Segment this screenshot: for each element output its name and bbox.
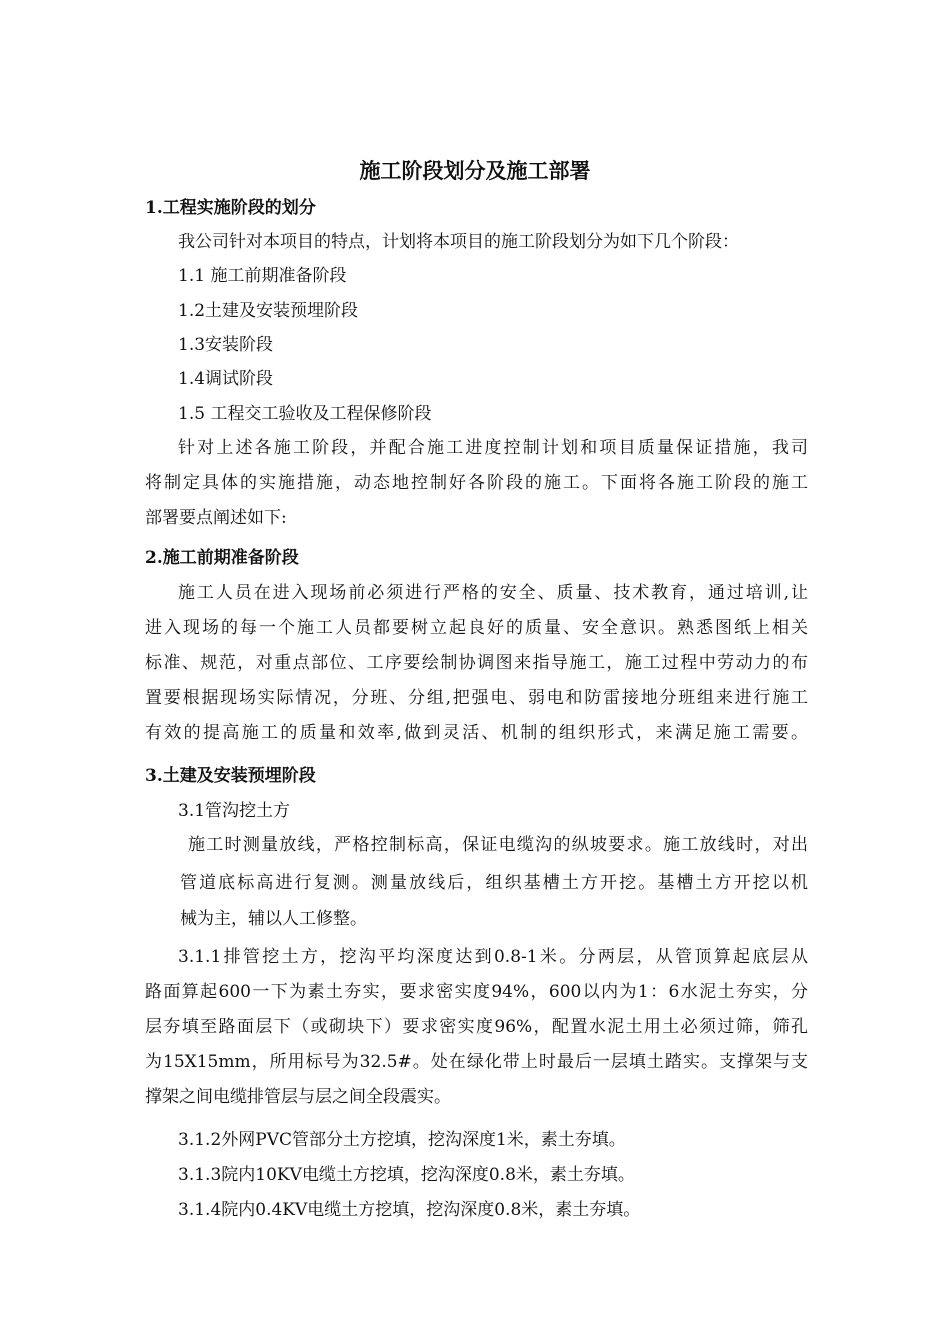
paragraph-line: 施工人员在进入现场前必须进行严格的安全、质量、技术教育，通过培训,让	[178, 583, 808, 603]
paragraph-line: 针对上述各施工阶段，并配合施工进度控制计划和项目质量保证措施，我司	[178, 438, 808, 458]
paragraph-line: 进入现场的每一个施工人员都要树立起良好的质量、安全意识。熟悉图纸上相关	[145, 618, 808, 638]
paragraph-line: 路面算起600一下为素土夯实，要求密实度94%，600以内为1：6水泥土夯实，分	[145, 982, 808, 1002]
paragraph-line: 层夯填至路面层下（或砌块下）要求密实度96%，配置水泥土用土必须过筛，筛孔	[145, 1017, 808, 1037]
paragraph-line: 部署要点阐述如下:	[145, 508, 287, 528]
paragraph-line: 为15X15mm，所用标号为32.5#。处在绿化带上时最后一层填土踏实。支撑架与支	[145, 1052, 808, 1072]
paragraph-line: 标准、规范，对重点部位、工序要绘制协调图来指导施工，施工过程中劳动力的布	[145, 653, 808, 673]
stage-item: 1.1 施工前期准备阶段	[178, 266, 347, 286]
subsection-heading: 3.1管沟挖土方	[178, 801, 291, 821]
section-2-heading: 2.施工前期准备阶段	[145, 548, 299, 568]
paragraph-line: 3.1.1排管挖土方，挖沟平均深度达到0.8-1米。分两层，从管顶算起底层从	[178, 947, 808, 967]
paragraph-line: 将制定具体的实施措施，动态地控制好各阶段的施工。下面将各施工阶段的施工	[145, 473, 808, 493]
list-item: 3.1.4院内0.4KV电缆土方挖填，挖沟深度0.8米，素土夯填。	[178, 1200, 641, 1220]
stage-item: 1.2土建及安装预埋阶段	[178, 301, 359, 321]
list-item: 3.1.2外网PVC管部分土方挖填，挖沟深度1米，素土夯填。	[178, 1130, 626, 1150]
section-1-heading: 1.工程实施阶段的划分	[145, 198, 316, 218]
paragraph-line: 撑架之间电缆排管层与层之间全段震实。	[145, 1087, 451, 1107]
page-title: 施工阶段划分及施工部署	[359, 158, 591, 183]
paragraph-line: 管道底标高进行复测。测量放线后，组织基槽土方开挖。基槽土方开挖以机	[180, 873, 808, 893]
list-item: 3.1.3院内10KV电缆土方挖填，挖沟深度0.8米，素土夯填。	[178, 1165, 635, 1185]
paragraph-line: 械为主，辅以人工修整。	[180, 909, 367, 929]
paragraph-line: 有效的提高施工的质量和效率,做到灵活、机制的组织形式，来满足施工需要。	[145, 723, 808, 743]
section-1-intro: 我公司针对本项目的特点，计划将本项目的施工阶段划分为如下几个阶段：	[178, 232, 739, 252]
paragraph-line: 置要根据现场实际情况，分班、分组,把强电、弱电和防雷接地分班组来进行施工	[145, 688, 808, 708]
section-3-heading: 3.土建及安装预埋阶段	[145, 766, 316, 786]
stage-item: 1.3安装阶段	[178, 335, 274, 355]
stage-item: 1.5 工程交工验收及工程保修阶段	[178, 404, 432, 424]
stage-item: 1.4调试阶段	[178, 369, 274, 389]
paragraph-line: 施工时测量放线，严格控制标高，保证电缆沟的纵坡要求。施工放线时，对出	[188, 835, 808, 855]
